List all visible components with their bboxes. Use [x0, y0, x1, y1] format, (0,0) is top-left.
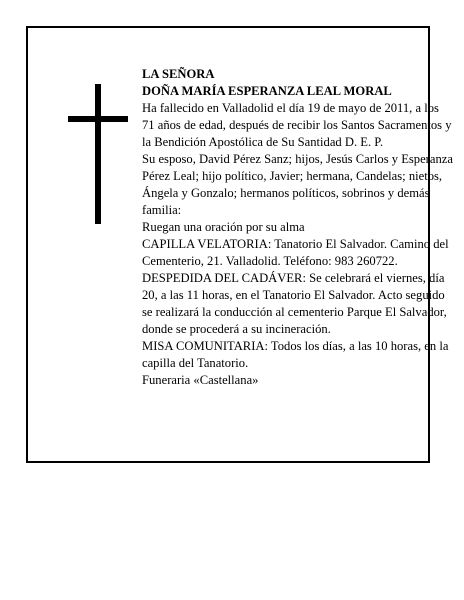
cross-horizontal-bar	[68, 116, 128, 122]
notice-text	[142, 66, 454, 389]
deceased-name: DOÑA MARÍA ESPERANZA LEAL MORAL	[142, 84, 392, 98]
funeral-home: Funeraria «Castellana»	[142, 373, 259, 387]
title-line: LA SEÑORA	[142, 67, 215, 81]
prayer-request: Ruegan una oración por su alma	[142, 220, 305, 234]
obituary-notice	[26, 26, 453, 463]
family-paragraph: Su esposo, David Pérez Sanz; hijos, Jesús Carlos y Esperanza Pérez Leal; hijo político, Javier; hermana, Candelas; nietos, Ángela y Gonzalo; hermanos políticos, sobrinos y demás familia:	[142, 152, 453, 217]
chapel-paragraph: CAPILLA VELATORIA: Tanatorio El Salvador. Camino del Cementerio, 21. Valladolid. Teléfono: 983 260722.	[142, 237, 449, 268]
cross-icon	[68, 84, 128, 224]
mass-paragraph: MISA COMUNITARIA: Todos los días, a las 10 horas, en la capilla del Tanatorio.	[142, 339, 449, 370]
cross-vertical-bar	[95, 84, 101, 224]
death-paragraph: Ha fallecido en Valladolid el día 19 de mayo de 2011, a los 71 años de edad, después de recibir los Santos Sacramentos y la Bendición Apostólica de Su Santidad D. E. P.	[142, 101, 452, 149]
farewell-paragraph: DESPEDIDA DEL CADÁVER: Se celebrará el viernes, día 20, a las 11 horas, en el Tanatorio El Salvador. Acto seguido se realizará la conducción al cementerio Parque El Salvador, donde se procederá a su incineración.	[142, 271, 447, 336]
